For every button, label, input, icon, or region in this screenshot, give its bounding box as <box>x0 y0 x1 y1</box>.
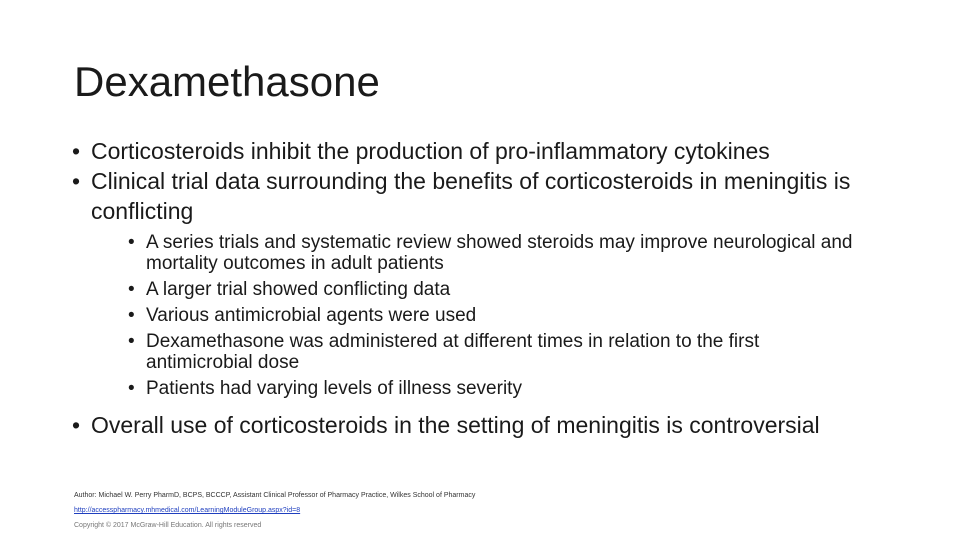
bullet-list <box>72 136 892 440</box>
footer-link[interactable]: http://accesspharmacy.mhmedical.com/LearningModuleGroup.aspx?id=8 <box>74 507 301 514</box>
sub-bullet-item: • A larger trial showed conflicting data <box>128 279 866 300</box>
sub-bullet-item: • Patients had varying levels of illness severity <box>128 378 866 399</box>
slide-title: Dexamethasone <box>74 58 380 105</box>
sub-bullet-item: • A series trials and systematic review showed steroids may improve neurological and mortality outcomes in adult patients <box>128 232 866 274</box>
bullet-item: • Corticosteroids inhibit the production of pro-inflammatory cytokines <box>72 136 892 166</box>
bullet-item: • Overall use of corticosteroids in the setting of meningitis is controversial <box>72 410 892 440</box>
footer-author: Author: Michael W. Perry PharmD, BCPS, BCCCP, Assistant Clinical Professor of Pharmacy Practice, Wilkes School of Pharmacy <box>74 492 476 499</box>
footer-copyright: Copyright © 2017 McGraw-Hill Education. All rights reserved <box>74 522 262 529</box>
bullet-text: Clinical trial data surrounding the benefits of corticosteroids in meningitis is conflicting <box>91 168 851 224</box>
sub-bullet-item: • Dexamethasone was administered at different times in relation to the first antimicrobial dose <box>128 331 866 373</box>
footer <box>74 490 475 535</box>
sub-bullet-item: • Various antimicrobial agents were used <box>128 305 866 326</box>
bullet-item <box>72 166 892 410</box>
sub-bullet-list <box>128 226 892 410</box>
